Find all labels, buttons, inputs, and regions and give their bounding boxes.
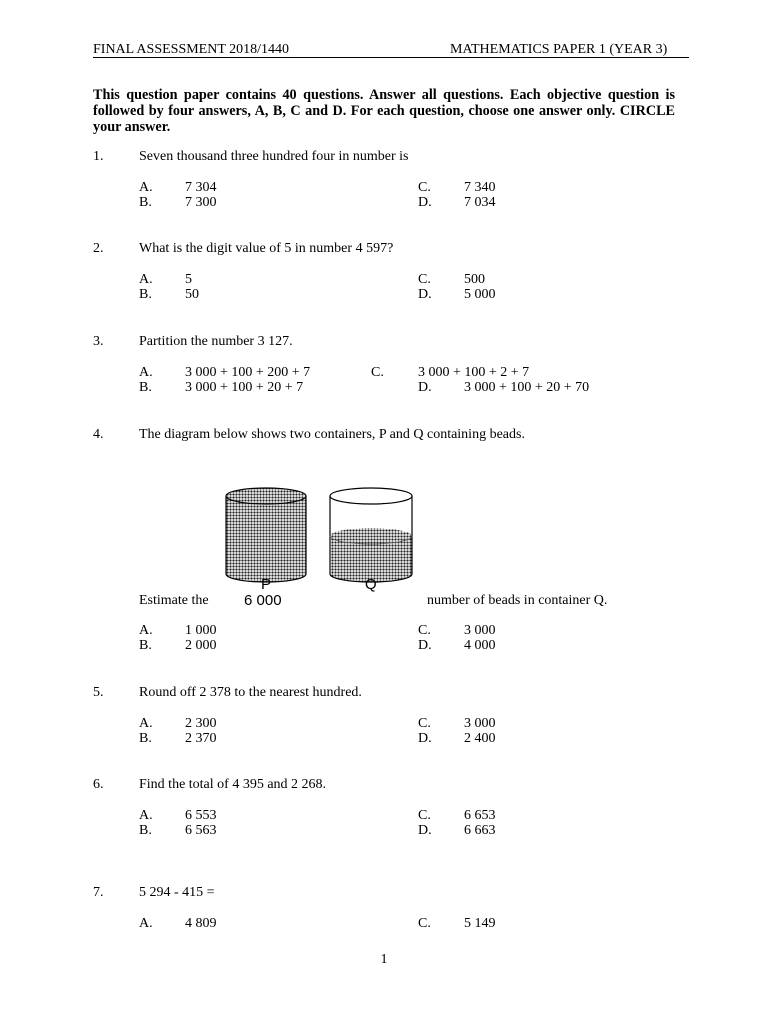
option-value[interactable]: 4 000 xyxy=(464,638,496,653)
option-letter[interactable]: C. xyxy=(418,623,431,638)
header-left: FINAL ASSESSMENT 2018/1440 xyxy=(93,42,290,57)
question-number: 1. xyxy=(93,149,104,164)
container-p-value: 6 000 xyxy=(244,592,282,609)
option-value[interactable]: 3 000 + 100 + 2 + 7 xyxy=(418,365,530,380)
containers-figure xyxy=(220,478,420,608)
question-text: Find the total of 4 395 and 2 268. xyxy=(139,777,327,792)
option-letter[interactable]: A. xyxy=(139,180,153,195)
question-text: Seven thousand three hundred four in number is xyxy=(139,149,409,164)
instructions: This question paper contains 40 questions. Answer all questions. Each objective question is followed by four answers, A, B, C and D. For each question, choose one answer only. CIRCLE your answer. xyxy=(93,87,675,135)
option-letter[interactable]: C. xyxy=(371,365,384,380)
option-value[interactable]: 50 xyxy=(185,287,199,302)
question-number: 5. xyxy=(93,685,104,700)
option-letter[interactable]: C. xyxy=(418,272,431,287)
option-value[interactable]: 3 000 + 100 + 20 + 70 xyxy=(464,380,590,395)
question-number: 4. xyxy=(93,427,104,442)
option-letter[interactable]: A. xyxy=(139,716,153,731)
container-q xyxy=(330,488,412,582)
page-number: 1 xyxy=(380,952,388,967)
estimate-text-before: Estimate the xyxy=(139,593,209,608)
option-letter[interactable]: C. xyxy=(418,716,431,731)
option-letter[interactable]: B. xyxy=(139,287,152,302)
option-value[interactable]: 7 034 xyxy=(464,195,496,210)
option-letter[interactable]: B. xyxy=(139,638,152,653)
option-value[interactable]: 2 300 xyxy=(185,716,217,731)
question-number: 7. xyxy=(93,885,104,900)
option-value[interactable]: 2 370 xyxy=(185,731,217,746)
option-letter[interactable]: B. xyxy=(139,195,152,210)
option-value[interactable]: 3 000 xyxy=(464,716,496,731)
option-letter[interactable]: D. xyxy=(418,195,432,210)
option-value[interactable]: 3 000 + 100 + 20 + 7 xyxy=(185,380,304,395)
option-value[interactable]: 5 xyxy=(185,272,192,287)
question-number: 2. xyxy=(93,241,104,256)
option-value[interactable]: 7 300 xyxy=(185,195,217,210)
option-letter[interactable]: B. xyxy=(139,823,152,838)
option-value[interactable]: 5 149 xyxy=(464,916,496,931)
question-number: 3. xyxy=(93,334,104,349)
option-letter[interactable]: D. xyxy=(418,731,432,746)
option-letter[interactable]: C. xyxy=(418,180,431,195)
option-letter[interactable]: B. xyxy=(139,731,152,746)
container-q-label: Q xyxy=(365,576,377,593)
container-p-label: P xyxy=(261,576,272,593)
option-value[interactable]: 6 553 xyxy=(185,808,217,823)
option-value[interactable]: 7 304 xyxy=(185,180,217,195)
option-letter[interactable]: A. xyxy=(139,365,153,380)
option-value[interactable]: 4 809 xyxy=(185,916,217,931)
option-value[interactable]: 2 000 xyxy=(185,638,217,653)
option-letter[interactable]: A. xyxy=(139,272,153,287)
option-value[interactable]: 7 340 xyxy=(464,180,496,195)
option-letter[interactable]: D. xyxy=(418,380,432,395)
question-text: 5 294 - 415 = xyxy=(139,885,215,900)
option-letter[interactable]: C. xyxy=(418,916,431,931)
option-value[interactable]: 1 000 xyxy=(185,623,217,638)
option-value[interactable]: 500 xyxy=(464,272,485,287)
option-value[interactable]: 3 000 xyxy=(464,623,496,638)
option-value[interactable]: 5 000 xyxy=(464,287,496,302)
container-p xyxy=(226,488,306,582)
option-letter[interactable]: B. xyxy=(139,380,152,395)
option-value[interactable]: 6 563 xyxy=(185,823,217,838)
question-number: 6. xyxy=(93,777,104,792)
header-right: MATHEMATICS PAPER 1 (YEAR 3) xyxy=(450,42,668,57)
question-text: The diagram below shows two containers, P and Q containing beads. xyxy=(139,427,525,442)
option-letter[interactable]: D. xyxy=(418,287,432,302)
option-value[interactable]: 3 000 + 100 + 200 + 7 xyxy=(185,365,311,380)
option-letter[interactable]: C. xyxy=(418,808,431,823)
option-letter[interactable]: A. xyxy=(139,916,153,931)
containers-diagram xyxy=(220,478,420,588)
question-text: Round off 2 378 to the nearest hundred. xyxy=(139,685,362,700)
option-letter[interactable]: A. xyxy=(139,808,153,823)
option-letter[interactable]: D. xyxy=(418,823,432,838)
question-text: What is the digit value of 5 in number 4 597? xyxy=(139,241,394,256)
option-letter[interactable]: A. xyxy=(139,623,153,638)
option-value[interactable]: 6 653 xyxy=(464,808,496,823)
question-text: Partition the number 3 127. xyxy=(139,334,293,349)
option-value[interactable]: 6 663 xyxy=(464,823,496,838)
option-letter[interactable]: D. xyxy=(418,638,432,653)
header-rule xyxy=(93,57,689,58)
estimate-text-after: number of beads in container Q. xyxy=(427,593,608,608)
option-value[interactable]: 2 400 xyxy=(464,731,496,746)
